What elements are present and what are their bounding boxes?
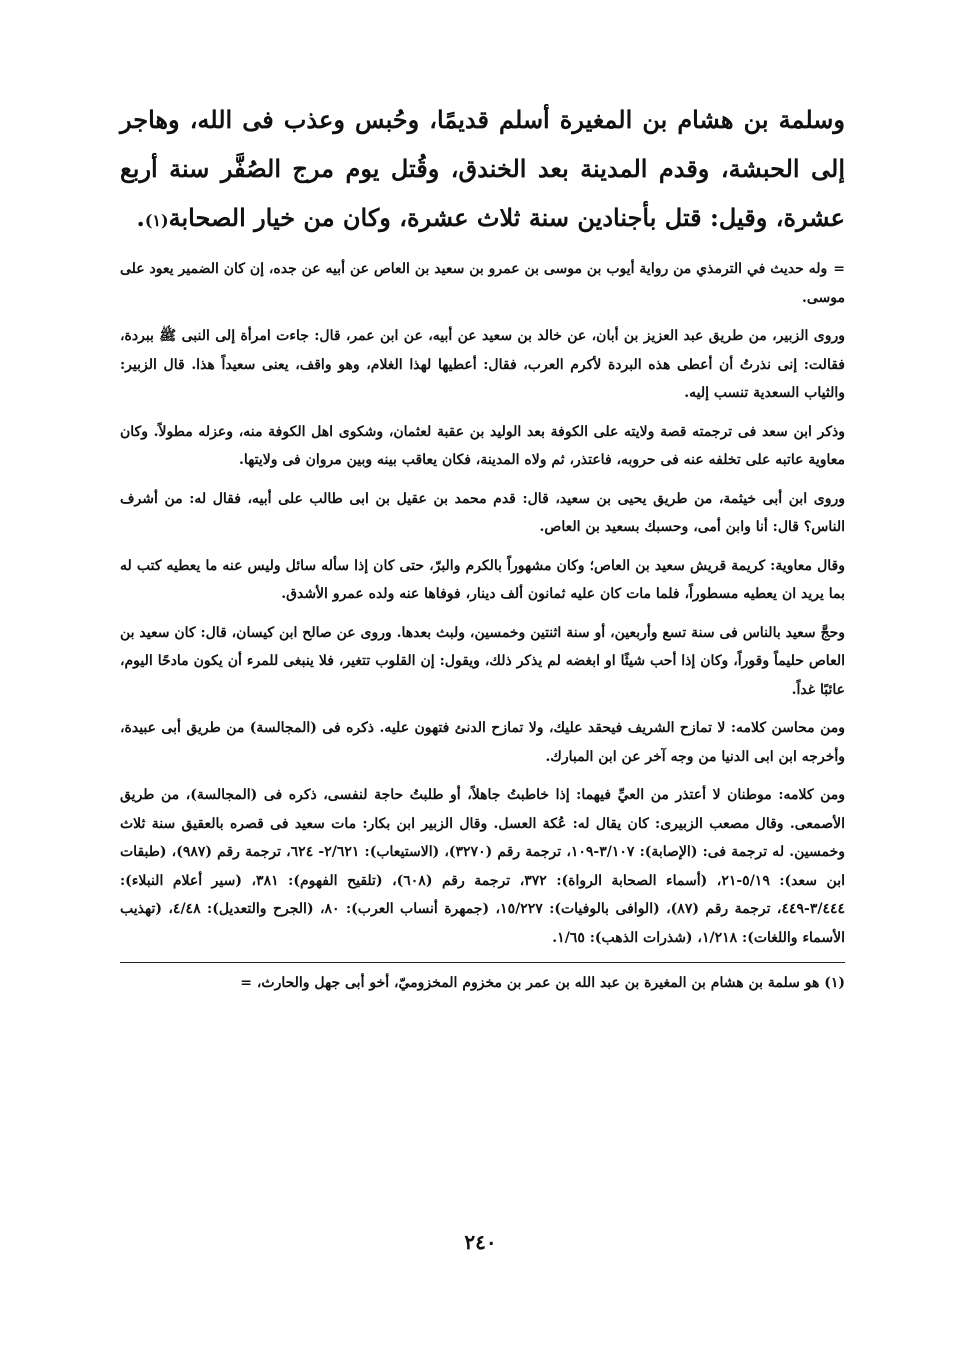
main-text: وسلمة بن هشام بن المغيرة أسلم قديمًا، وحُبس وعذب فى الله، وهاجر إلى الحبشة، وقدم المدينة بعد الخندق، وقُتل يوم مرج الصُفَّر سنة أربع عشرة، وقيل: قتل بأجنادين سنة ثلاث عشرة، وكان من خيار الصحابة xyxy=(120,105,845,232)
footnote-text: وله حديث في الترمذي من رواية أيوب بن موسى بن عمرو بن سعيد بن العاص عن أبيه عن جده، إن كان الضمير يعود على موسى. xyxy=(120,261,845,306)
footnote-paragraph: وقال معاوية: كريمة قريش سعيد بن العاص؛ وكان مشهوراً بالكرم والبرّ، حتى كان إذا سأله سائل وليس عنه ما يعطيه كتب له بما يريد ان يعطيه مسطوراً، فلما مات كان عليه ثمانون ألف دينار، فوفاها عنه ولده عمرو الأشدق. xyxy=(120,557,845,602)
footnote-divider xyxy=(120,962,845,963)
footnote-paragraph: ومن محاسن كلامه: لا تمازح الشريف فيحقد عليك، ولا تمازح الدنئ فتهون عليه. ذكره فى (المجالسة) من طريق أبى عبيدة، وأخرجه ابن ابى الدنيا من وجه آخر عن ابن المبارك. xyxy=(120,720,845,765)
page-number: ٢٤٠ xyxy=(464,1230,497,1254)
main-end: . xyxy=(136,203,145,232)
footnote-paragraph xyxy=(120,255,845,312)
footnote-paragraph: وحجَّ سعيد بالناس فى سنة تسع وأربعين، أو سنة اثنتين وخمسين، ولبث بعدها. وروى عن صالح ابن كيسان، قال: كان سعيد بن العاص حليماً وقوراً، وكان إذا أحب شيئًا او ابغضه لم يذكر ذلك، ويقول: إن القلوب تتغير، فلا ينبغى للمرء أن يكون مادحًا اليوم، عائبًا غداً. xyxy=(120,624,845,698)
footnote-paragraph: وذكر ابن سعد فى ترجمته قصة ولايته على الكوفة بعد الوليد بن عقبة لعثمان، وشكوى اهل الكوفة منه، وعزله مطولاً. وكان معاوية عاتبه على تخلفه عنه فى حروبه، فاعتذر، ثم ولاه المدينة، فكان يعاقب بينه وبين مروان فى ولايتها. xyxy=(120,423,845,468)
continuation-mark: = xyxy=(833,261,845,277)
footnote-paragraph: وروى الزبير، من طريق عبد العزيز بن أبان، عن خالد بن سعيد عن أبيه، عن ابن عمر، قال: جاءت امرأة إلى النبى ﷺ ببردة، فقالت: إنى نذرتُ أن أعطى هذه البردة لأكرم العرب، فقال: أعطيها لهذا الغلام، وهو واقف، يعنى سعيداً هذا. قال الزبير: والثياب السعدية تنسب إليه. xyxy=(120,328,845,401)
footnote-paragraph: وروى ابن أبى خيثمة، من طريق يحيى بن سعيد، قال: قدم محمد بن عقيل بن ابى طالب على أبيه، فقال له: من أشرف الناس؟ قال: أنا وابن أمى، وحسبك بسعيد بن العاص. xyxy=(120,490,845,535)
footnote-reference: (١) xyxy=(144,211,169,230)
page-body xyxy=(120,95,845,1008)
footnote-paragraph: ومن كلامه: موطنان لا أعتذر من العيِّ فيهما: إذا خاطبتُ جاهلاً، أو طلبتُ حاجة لنفسى، ذكره فى (المجالسة)، من طريق الأصمعى. وقال مصعب الزبيرى: كان يقال له: عُكة العسل. وقال الزبير ابن بكار: مات سعيد فى قصره بالعقيق سنة ثلاث وخمسين. له ترجمة فى: (الإصابة): ٣/١٠٧-١٠٩، ترجمة رقم (٣٢٧٠)، (الاستيعاب): ٢/٦٢١- ٦٢٤، ترجمة رقم (٩٨٧)، (طبقات ابن سعد): ٥/١٩-٢١، (أسماء الصحابة الرواة): ٣٧٢، ترجمة رقم (٦٠٨)، (تلقيح الفهوم): ٣٨١، (سير أعلام النبلاء): ٣/٤٤٤-٤٤٩، ترجمة رقم (٨٧)، (الوافى بالوفيات): ١٥/٢٢٧، (جمهرة أنساب العرب): ٨٠، (الجرح والتعديل): ٤/٤٨، (تهذيب الأسماء واللغات): ١/٢١٨، (شذرات الذهب): ١/٦٥. xyxy=(120,787,846,946)
footnote-1: (١) هو سلمة بن هشام بن المغيرة بن عبد الله بن عمر بن مخزوم المخزوميّ، أخو أبى جهل والحارث، = xyxy=(240,975,845,991)
footnotes-section xyxy=(120,255,845,998)
main-paragraph xyxy=(120,95,845,245)
